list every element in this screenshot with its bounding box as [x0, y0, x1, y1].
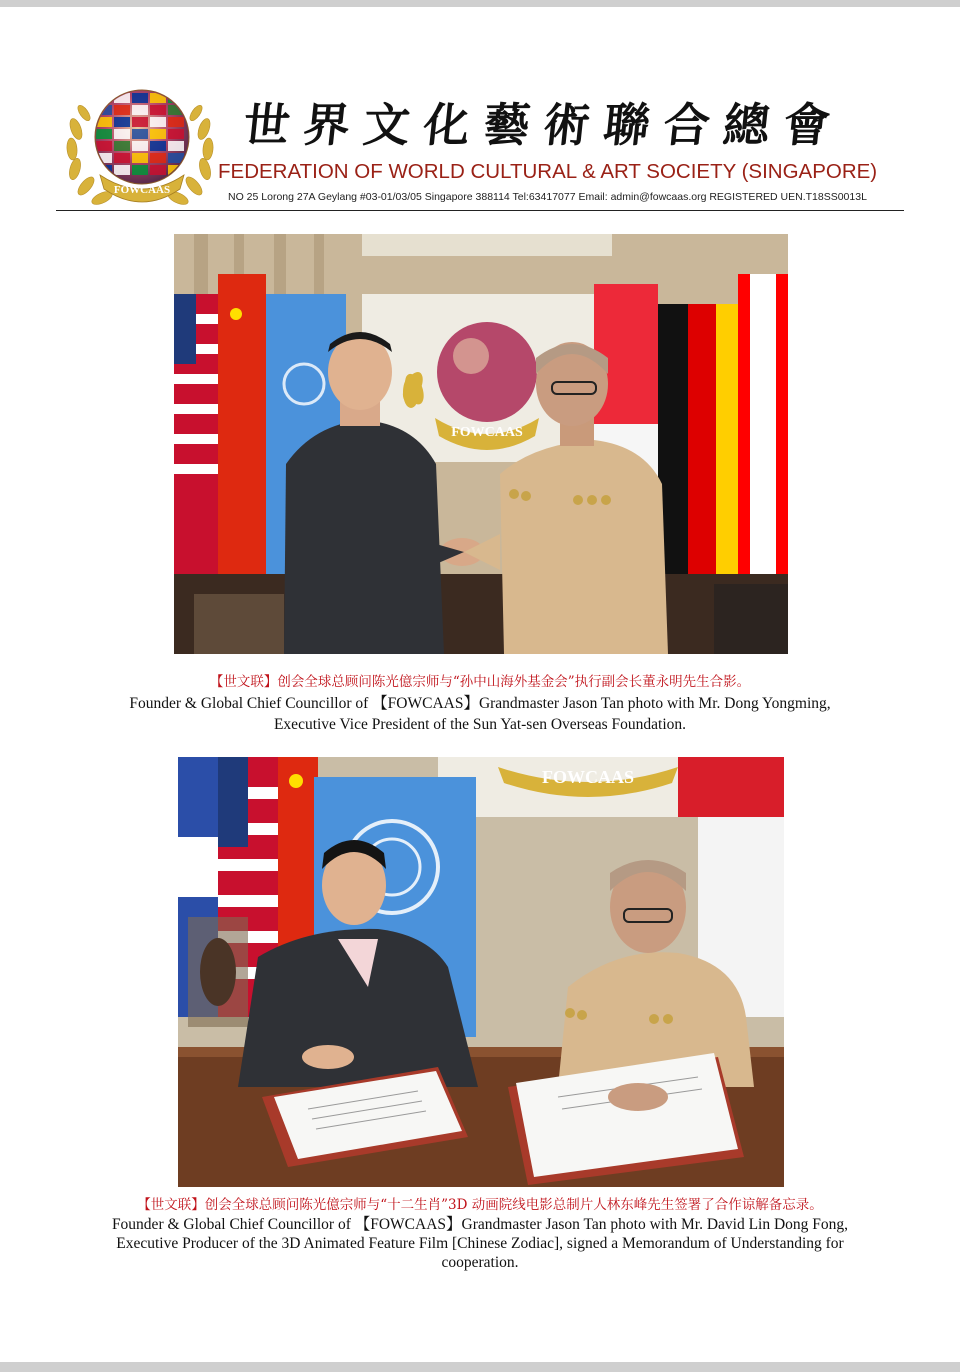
header-divider — [56, 210, 904, 211]
photo1-caption-chinese: 【世文联】创会全球总顾问陈光億宗师与“孙中山海外基金会”执行副会长董永明先生合影。 — [209, 674, 751, 690]
photo1-caption-english-line2: Executive Vice President of the Sun Yat-sen Overseas Foundation. — [273, 716, 687, 733]
svg-text:FOWCAAS: FOWCAAS — [451, 425, 523, 440]
photo2-caption-english-line2: Executive Producer of the 3D Animated Feature Film [Chinese Zodiac], signed a Memorandum of Understanding for — [116, 1235, 844, 1252]
photo2-caption-english-line1: Founder & Global Chief Councillor of 【FOWCAAS】Grandmaster Jason Tan photo with Mr. David Lin Dong Fong, — [111, 1216, 849, 1233]
photo2-caption-english-line3: cooperation. — [441, 1254, 519, 1271]
svg-text:FOWCAAS: FOWCAAS — [541, 767, 635, 787]
english-organization-name: FEDERATION OF WORLD CULTURAL & ART SOCIETY (SINGAPORE) — [218, 160, 878, 183]
address-line: NO 25 Lorong 27A Geylang #03-01/03/05 Singapore 388114 Tel:63417077 Email: admin@fowcaas.org REGISTERED UEN.T18SS0013L — [228, 191, 867, 203]
photo1-caption-english-line1: Founder & Global Chief Councillor of 【FOWCAAS】Grandmaster Jason Tan photo with Mr. Dong Yongming, — [129, 695, 831, 712]
chinese-organization-name: 世界文化藝術聯合總會 — [240, 98, 847, 152]
handshake-photo — [174, 234, 788, 654]
document-page — [0, 7, 960, 1362]
fowcaas-logo — [62, 79, 218, 215]
svg-text:FOWCAAS: FOWCAAS — [113, 184, 171, 196]
photo2-caption-chinese: 【世文联】创会全球总顾问陈光億宗师与“十二生肖”3D 动画院线电影总制片人林东峰先生签署了合作谅解备忘录。 — [137, 1197, 823, 1213]
signing-photo — [178, 757, 784, 1187]
